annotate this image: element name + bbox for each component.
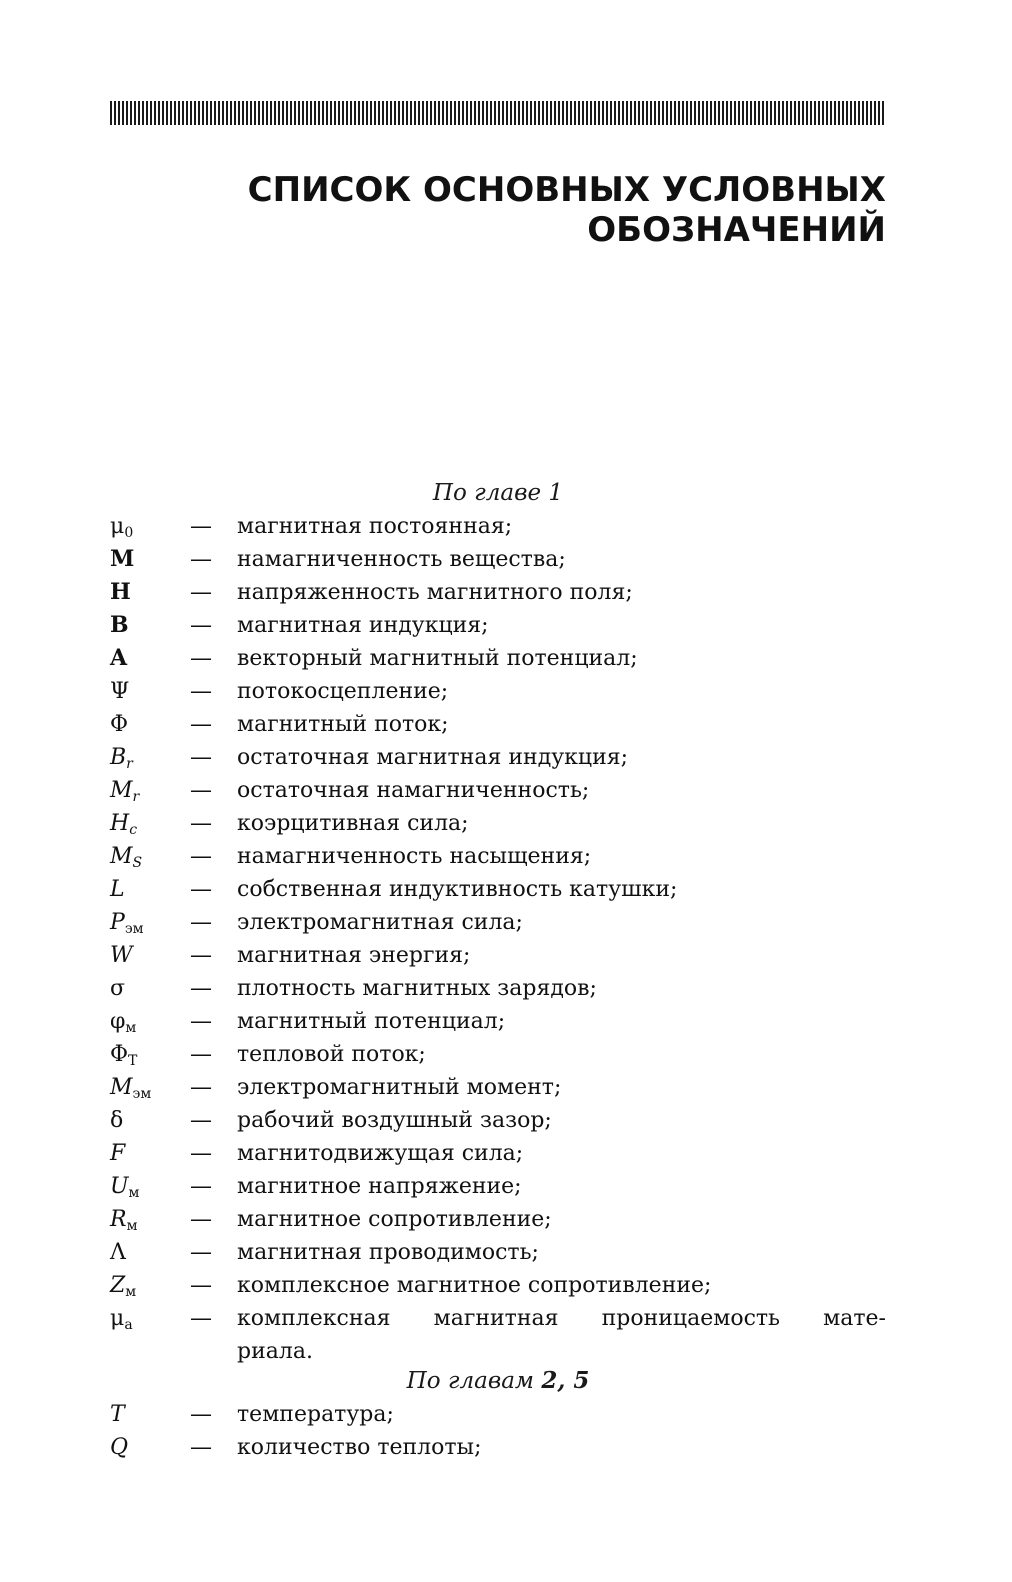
symbol: F [110,1141,126,1166]
description: напряженность магнитного поля; [237,580,633,605]
title-line-2: ОБОЗНАЧЕНИЙ [587,210,886,250]
description: магнитное напряжение; [237,1174,522,1199]
dash: — [190,1108,212,1133]
description: магнитная энергия; [237,943,471,968]
dash: — [190,844,212,869]
notation-row [110,543,886,576]
dash: — [190,1273,212,1298]
description: потокосцепление; [237,679,449,704]
symbol: W [110,943,133,968]
symbol: L [110,877,125,902]
symbol: B [110,612,129,638]
dash: — [190,679,212,704]
symbol: $B_r$ [110,745,133,772]
symbol: $M_r$ [110,778,140,805]
notation-row [110,1431,886,1464]
notation-row [110,1170,886,1203]
symbol: $\varphi_м$ [110,1009,137,1036]
symbol: A [110,645,128,671]
dash: — [190,580,212,605]
notation-row [110,1398,886,1431]
description: магнитный поток; [237,712,449,737]
description: комплексное магнитное сопротивление; [237,1273,712,1298]
notation-row [110,906,886,939]
symbol: Q [110,1435,129,1460]
description: магнитная постоянная; [237,514,513,539]
description: электромагнитная сила; [237,910,523,935]
notation-row [110,774,886,807]
dash: — [190,1207,212,1232]
symbol: $M_S$ [110,844,143,871]
notation-row [110,642,886,675]
symbol: $R_м$ [110,1207,138,1234]
notation-row [110,741,886,774]
dash: — [190,1009,212,1034]
notation-row [110,1005,886,1038]
description: магнитодвижущая сила; [237,1141,524,1166]
description: остаточная магнитная индукция; [237,745,629,770]
notation-row [110,1269,886,1302]
description: количество теплоты; [237,1435,482,1460]
notation-row [110,840,886,873]
dash: — [190,712,212,737]
dash: — [190,547,212,572]
symbol: $\mu_а$ [110,1306,133,1333]
notation-row [110,708,886,741]
notation-row [110,939,886,972]
symbol: $M_{эм}$ [110,1075,152,1102]
dash: — [190,1141,212,1166]
description: коэрцитивная сила; [237,811,469,836]
dash: — [190,1435,212,1460]
notation-row [110,675,886,708]
dash: — [190,877,212,902]
description: магнитная индукция; [237,613,489,638]
description: магнитное сопротивление; [237,1207,552,1232]
symbol: Λ [110,1240,126,1265]
description: комплексная магнитная проницаемость мате- [237,1306,886,1331]
dash: — [190,1075,212,1100]
dash: — [190,745,212,770]
description: намагниченность насыщения; [237,844,592,869]
dash: — [190,1306,212,1331]
notation-list-chapters-2-5 [110,1398,886,1464]
notation-row-continuation [110,1335,886,1368]
notation-row [110,576,886,609]
dash: — [190,1240,212,1265]
description: собственная индуктивность катушки; [237,877,678,902]
dash: — [190,943,212,968]
dash: — [190,811,212,836]
page-title [186,170,886,250]
description: векторный магнитный потенциал; [237,646,638,671]
notation-list-chapter-1 [110,510,886,1368]
notation-row [110,1137,886,1170]
description: плотность магнитных зарядов; [237,976,597,1001]
description-continuation: риала. [237,1339,313,1364]
notation-row [110,873,886,906]
description: тепловой поток; [237,1042,426,1067]
description: намагниченность вещества; [237,547,566,572]
symbol: $P_{эм}$ [110,910,144,937]
symbol: σ [110,976,126,1001]
symbol: H [110,579,131,605]
dash: — [190,646,212,671]
symbol: $Z_м$ [110,1273,137,1300]
notation-row [110,1236,886,1269]
symbol: $\mu_0$ [110,514,134,541]
symbol: $H_c$ [110,811,138,838]
title-line-1: СПИСОК ОСНОВНЫХ УСЛОВНЫХ [247,170,886,210]
notation-row [110,1038,886,1071]
heading-text: По главам [406,1368,535,1394]
notation-row [110,807,886,840]
dash: — [190,1042,212,1067]
dash: — [190,1402,212,1427]
description: остаточная намагниченность; [237,778,590,803]
dash: — [190,976,212,1001]
heading-chapter-numbers: 2, 5 [541,1367,590,1394]
dash: — [190,613,212,638]
description: рабочий воздушный зазор; [237,1108,552,1133]
notation-row [110,1071,886,1104]
symbol: $U_м$ [110,1174,140,1201]
symbol: T [110,1402,125,1427]
dash: — [190,778,212,803]
dash: — [190,514,212,539]
notation-row [110,609,886,642]
section-heading-chapters-2-5 [110,1366,886,1396]
symbol: M [110,546,135,572]
section-heading-chapter-1: По главе 1 [432,480,564,506]
notation-row [110,1203,886,1236]
notation-row [110,1302,886,1335]
description: температура; [237,1402,394,1427]
description: электромагнитный момент; [237,1075,562,1100]
description: магнитный потенциал; [237,1009,506,1034]
dash: — [190,1174,212,1199]
notation-row [110,1104,886,1137]
decorative-hatched-rule [110,101,886,125]
symbol: $\Phi_Т$ [110,1042,138,1069]
notation-row [110,972,886,1005]
symbol: Φ [110,712,129,737]
dash: — [190,910,212,935]
symbol: δ [110,1108,124,1133]
notation-row [110,510,886,543]
description: магнитная проводимость; [237,1240,539,1265]
symbol: Ψ [110,679,130,704]
